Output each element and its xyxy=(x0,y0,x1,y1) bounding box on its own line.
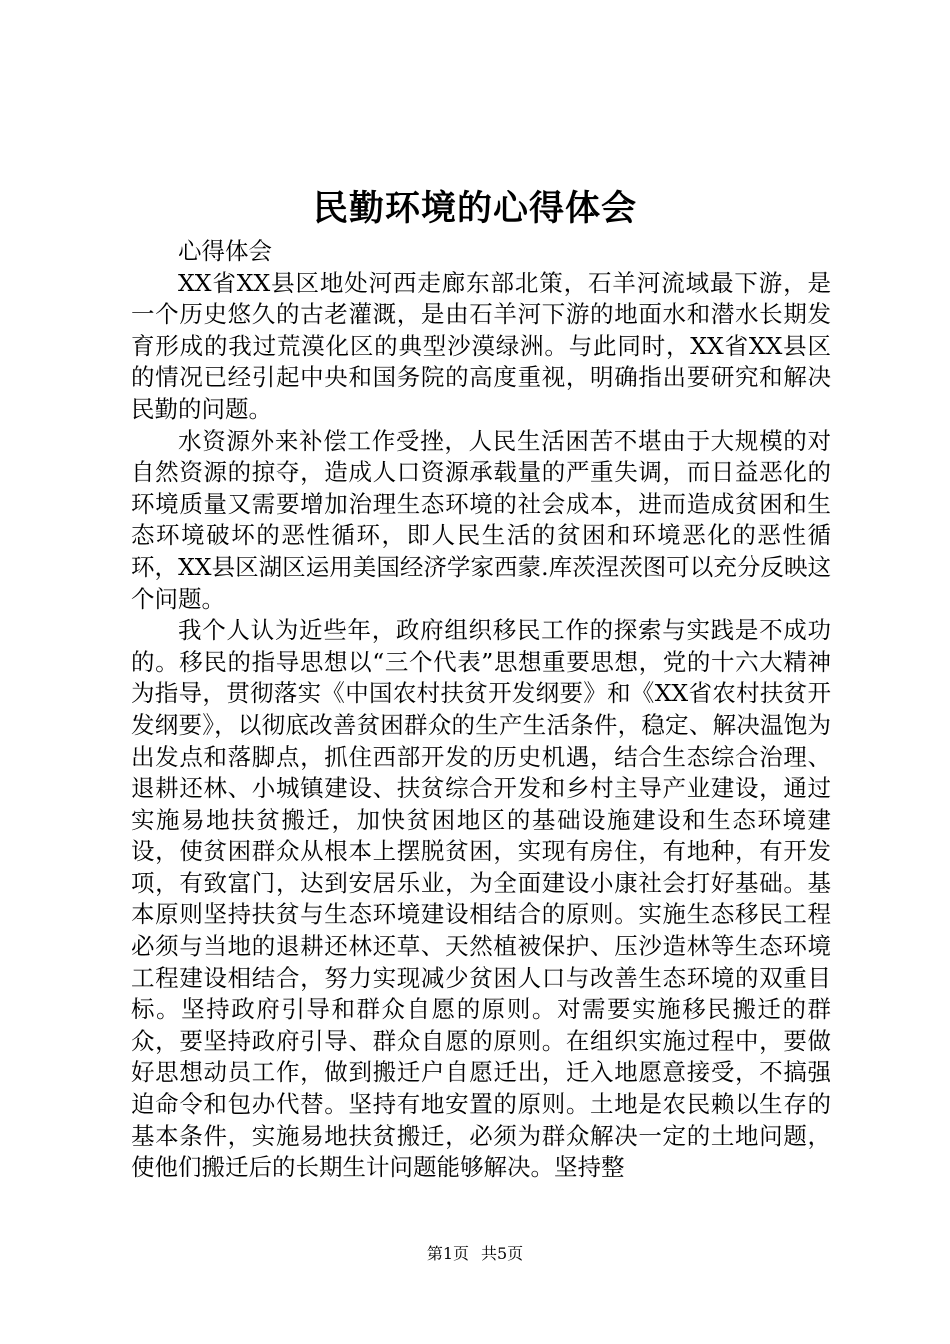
page-number: 第1页 xyxy=(426,1244,469,1263)
page-total: 共5页 xyxy=(481,1244,524,1263)
paragraph: XX省XX县区地处河西走廊东部北策，石羊河流域最下游，是一个历史悠久的古老灌溉，是由石羊河下游的地面水和潜水长期发育形成的我过荒漠化区的典型沙漠绿洲。与此同时，XX省XX县区的情况已经引起中央和国务院的高度重视，明确指出要研究和解决民勤的问题。 xyxy=(131,268,831,423)
paragraph-heading: 心得体会 xyxy=(178,237,272,265)
document-body xyxy=(131,236,831,1184)
paragraph: 水资源外来补偿工作受挫，人民生活困苦不堪由于大规模的对自然资源的掠夺，造成人口资源承载量的严重失调，而日益恶化的环境质量又需要增加治理生态环境的社会成本，进而造成贫困和生态环境破坏的恶性循环，即人民生活的贫困和环境恶化的恶性循环，XX县区湖区运用美国经济学家西蒙.库茨涅茨图可以充分反映这个问题。 xyxy=(131,426,831,613)
page-footer xyxy=(0,1243,950,1265)
paragraph: 我个人认为近些年，政府组织移民工作的探索与实践是不成功的。移民的指导思想以“三个代表”思想重要思想，党的十六大精神为指导，贯彻落实《中国农村扶贫开发纲要》和《XX省农村扶贫开发纲要》，以彻底改善贫困群众的生产生活条件，稳定、解决温饱为出发点和落脚点，抓住西部开发的历史机遇，结合生态综合治理、退耕还林、小城镇建设、扶贫综合开发和乡村主导产业建设，通过实施易地扶贫搬迁，加快贫困地区的基础设施建设和生态环境建设，使贫困群众从根本上摆脱贫困，实现有房住，有地种，有开发项，有致富门，达到安居乐业，为全面建设小康社会打好基础。基本原则坚持扶贫与生态环境建设相结合的原则。实施生态移民工程必须与当地的退耕还林还草、天然植被保护、压沙造林等生态环境工程建设相结合，努力实现减少贫困人口与改善生态环境的双重目标。坚持政府引导和群众自愿的原则。对需要实施移民搬迁的群众，要坚持政府引导、群众自愿的原则。在组织实施过程中，要做好思想动员工作，做到搬迁户自愿迁出，迁入地愿意接受，不搞强迫命令和包办代替。坚持有地安置的原则。土地是农民赖以生存的基本条件，实施易地扶贫搬迁，必须为群众解决一定的土地问题，使他们搬迁后的长期生计问题能够解决。坚持整 xyxy=(131,616,831,1182)
document-title: 民勤环境的心得体会 xyxy=(312,188,637,229)
